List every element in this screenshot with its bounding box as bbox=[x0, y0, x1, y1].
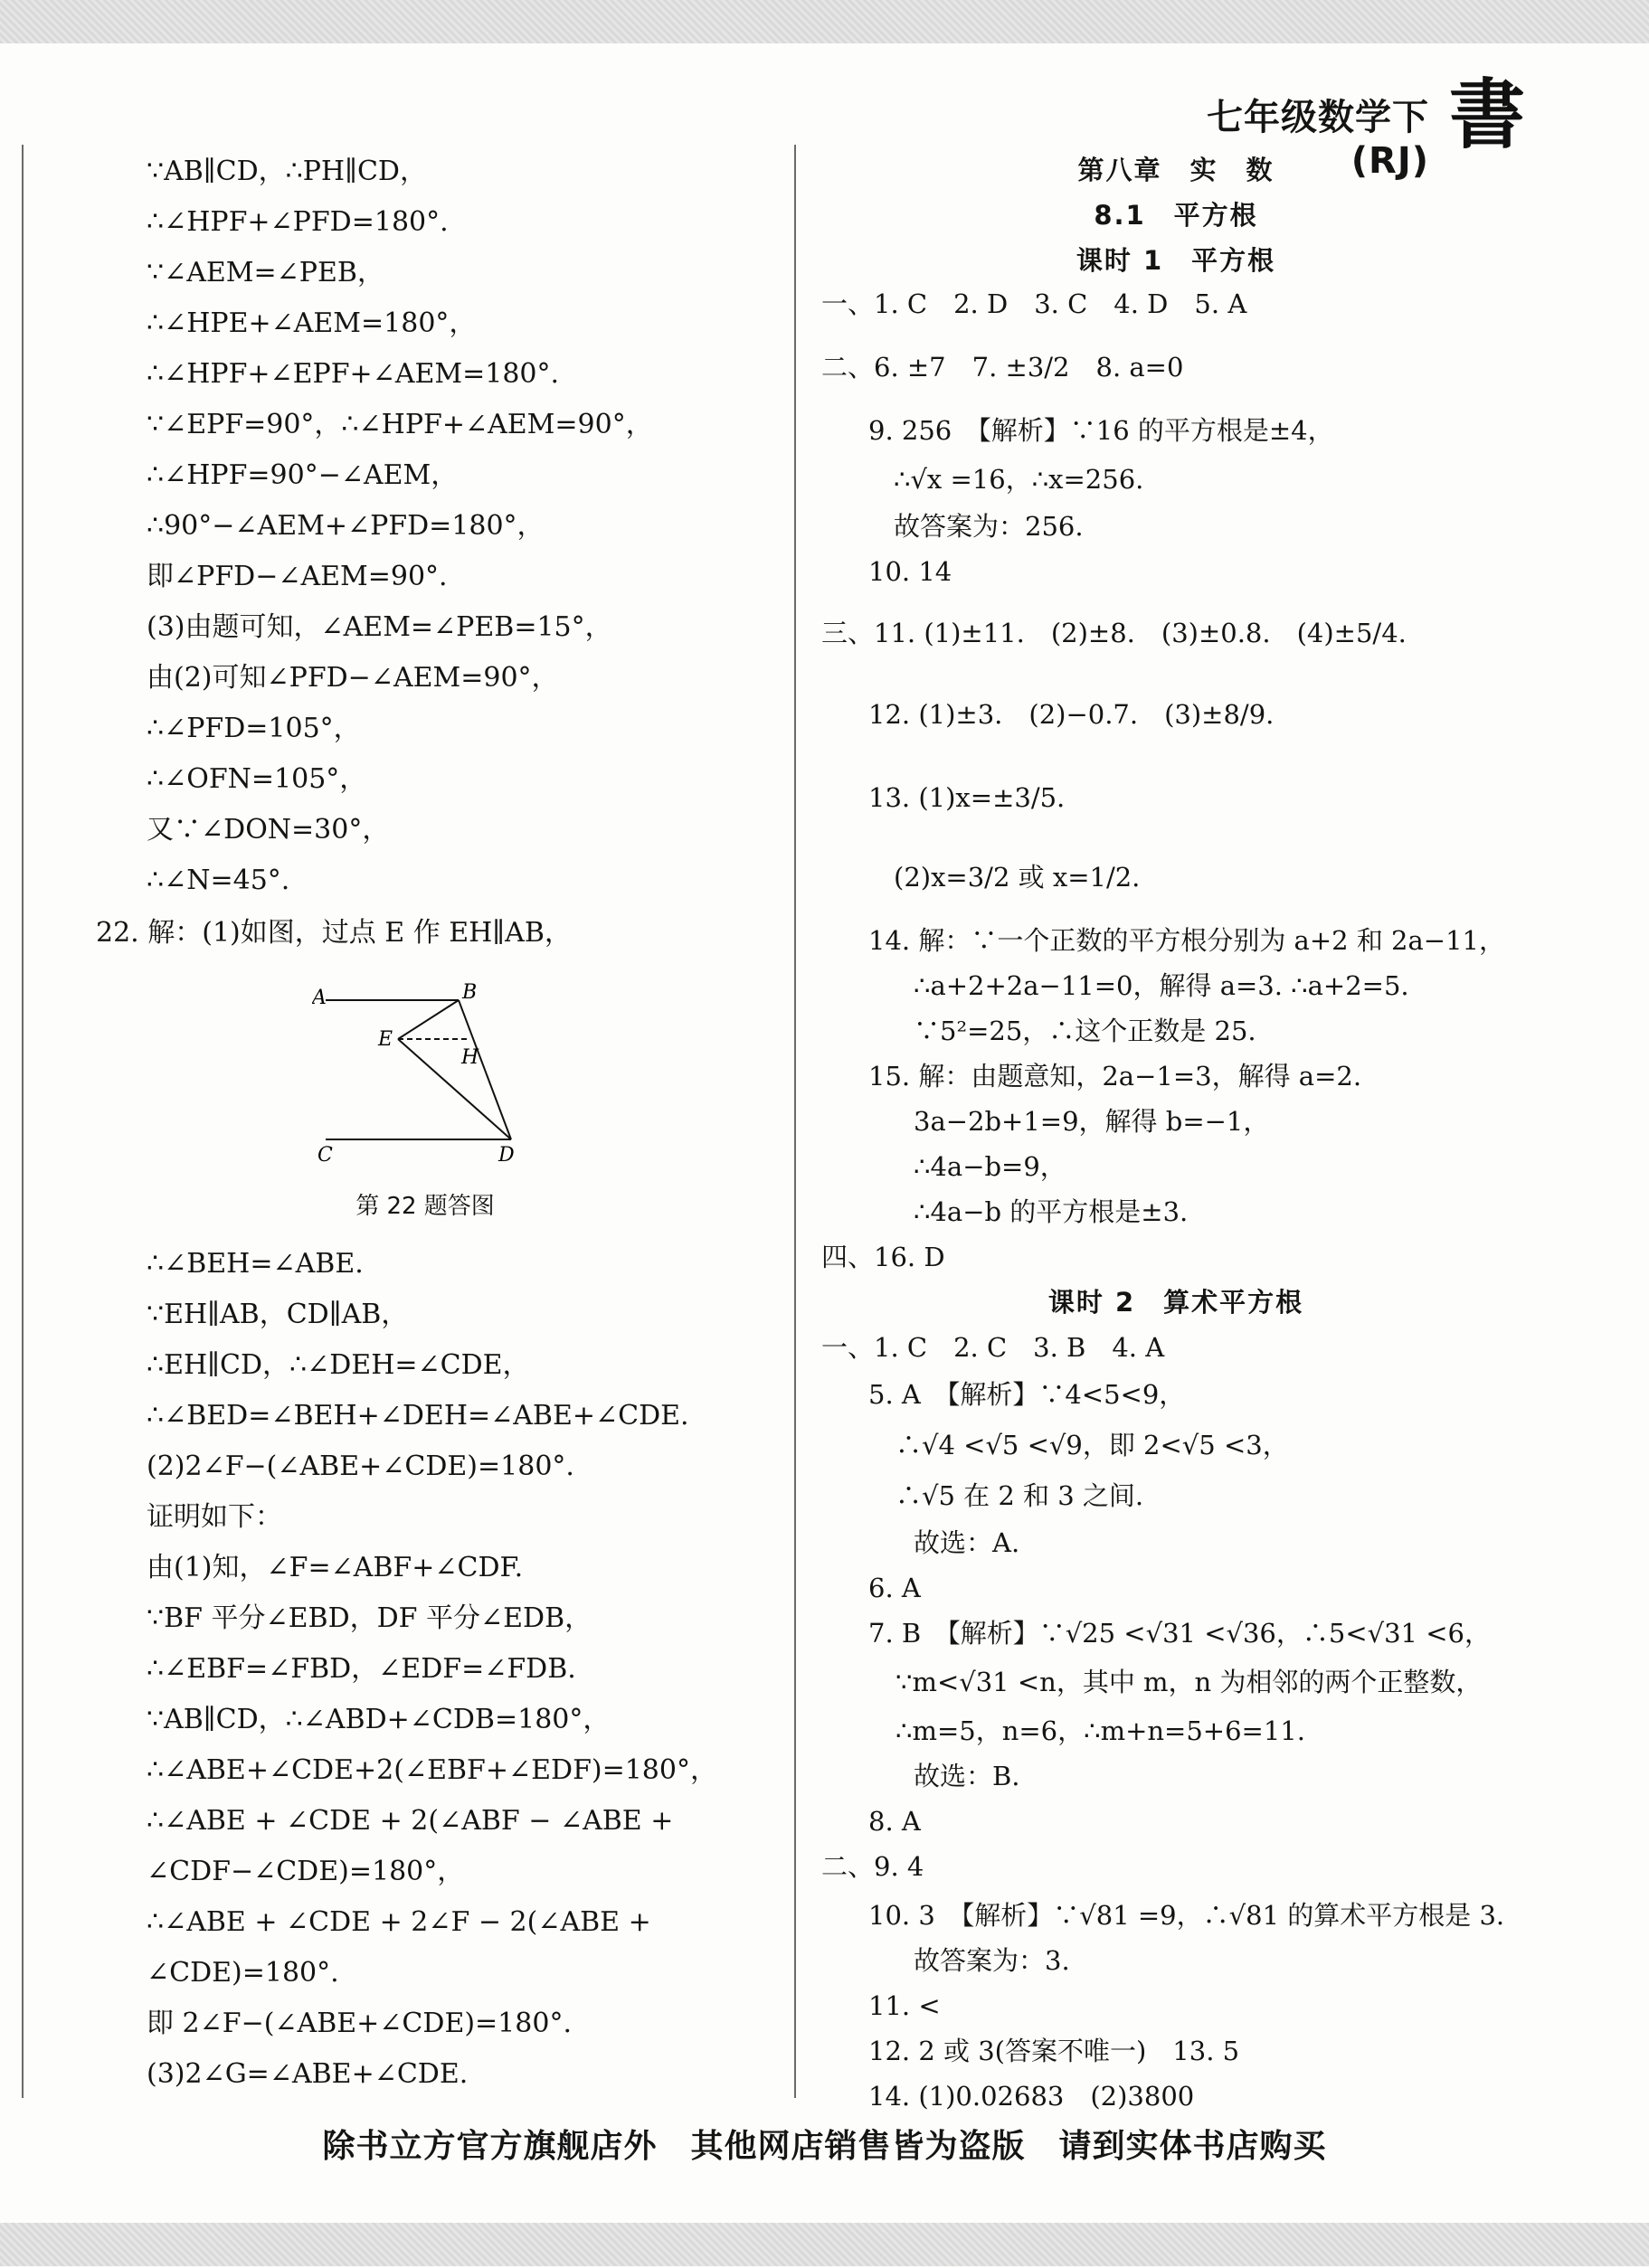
left-line: ∴∠BED=∠BEH+∠DEH=∠ABE+∠CDE. bbox=[147, 1400, 689, 1432]
answer-line: ∴m=5，n=6，∴m+n=5+6=11. bbox=[896, 1715, 1305, 1746]
footer-notice: 除书立方官方旗舰店外 其他网店销售皆为盗版 请到实体书店购买 bbox=[322, 2128, 1327, 2165]
column-divider bbox=[794, 145, 796, 2098]
left-line: ∵AB∥CD，∴PH∥CD， bbox=[147, 156, 427, 187]
left-line: ∴∠N=45°. bbox=[147, 865, 290, 896]
answer-line: 故选：B. bbox=[914, 1761, 1020, 1791]
left-line: ∴∠HPE+∠AEM=180°， bbox=[147, 307, 477, 339]
answer-line: ∴4a−b=9， bbox=[914, 1151, 1066, 1182]
answer-line: 故答案为：256. bbox=[894, 511, 1084, 542]
answer-line: ∴√4 <√5 <√9，即 2<√5 <3， bbox=[896, 1430, 1289, 1460]
answer-line: 8. A bbox=[868, 1806, 921, 1837]
answer-line: 11. < bbox=[868, 1990, 941, 2021]
answer-line: 14. (1)0.02683 (2)3800 bbox=[868, 2081, 1195, 2112]
answer-line: ∴√x =16，∴x=256. bbox=[894, 464, 1144, 495]
answer-line: ∴4a−b 的平方根是±3. bbox=[914, 1196, 1189, 1227]
chapter-heading: 第八章 实 数 bbox=[1077, 155, 1275, 185]
top-border-band bbox=[0, 0, 1649, 43]
left-line: ∴∠HPF=90°−∠AEM， bbox=[147, 459, 459, 491]
answer-line: 13. (1)x=±3/5. bbox=[868, 782, 1066, 813]
answer-line: 一、1. C 2. D 3. C 4. D 5. A bbox=[821, 288, 1247, 319]
left-line: 又∵∠DON=30°， bbox=[147, 814, 390, 846]
left-line: ∴∠ABE+∠CDE+2(∠EBF+∠EDF)=180°， bbox=[147, 1754, 717, 1786]
left-line: ∴∠EBF=∠FBD，∠EDF=∠FDB. bbox=[147, 1653, 576, 1685]
line-ed bbox=[398, 1039, 511, 1139]
answer-line: 二、6. ±7 7. ±3/2 8. a=0 bbox=[821, 352, 1184, 383]
answer-line: ∴a+2+2a−11=0，解得 a=3. ∴a+2=5. bbox=[914, 970, 1409, 1001]
left-line: ∴∠BEH=∠ABE. bbox=[147, 1248, 364, 1280]
answer-line: 15. 解：由题意知，2a−1=3，解得 a=2. bbox=[868, 1061, 1362, 1091]
answer-line: 9. 256 【解析】∵16 的平方根是±4， bbox=[868, 415, 1334, 446]
answer-line: 5. A 【解析】∵4<5<9， bbox=[868, 1379, 1186, 1410]
left-line: ∴90°−∠AEM+∠PFD=180°， bbox=[147, 510, 545, 542]
left-line: (2)2∠F−(∠ABE+∠CDE)=180°. bbox=[147, 1451, 574, 1482]
lesson-1-heading: 课时 1 平方根 bbox=[1076, 245, 1276, 276]
left-line: ∴∠ABE + ∠CDE + 2∠F − 2(∠ABE + bbox=[147, 1906, 651, 1938]
left-line: 由(1)知，∠F=∠ABF+∠CDF. bbox=[147, 1552, 524, 1583]
answer-line: 10. 14 bbox=[868, 556, 952, 587]
left-line: 即 2∠F−(∠ABE+∠CDE)=180°. bbox=[147, 2008, 572, 2039]
line-be bbox=[398, 1000, 459, 1039]
line-bd bbox=[459, 1000, 511, 1139]
left-line: (3)2∠G=∠ABE+∠CDE. bbox=[147, 2058, 469, 2090]
answer-line: ∴√5 在 2 和 3 之间. bbox=[896, 1480, 1144, 1511]
left-margin-rule bbox=[22, 145, 24, 2098]
figure-caption: 第 22 题答图 bbox=[355, 1193, 495, 1220]
left-line: 由(2)可知∠PFD−∠AEM=90°， bbox=[147, 662, 559, 694]
answer-line: 故答案为：3. bbox=[914, 1945, 1070, 1976]
question-22-start: 22. 解：(1)如图，过点 E 作 EH∥AB， bbox=[96, 917, 572, 949]
left-line: ∴∠OFN=105°， bbox=[147, 763, 367, 795]
answer-line: 6. A bbox=[868, 1573, 921, 1603]
left-line: ∴∠HPF+∠PFD=180°. bbox=[147, 206, 449, 238]
left-line: (3)由题可知，∠AEM=∠PEB=15°， bbox=[147, 611, 612, 643]
answer-line: 一、1. C 2. C 3. B 4. A bbox=[821, 1332, 1165, 1363]
left-line: ∵EH∥AB，CD∥AB， bbox=[147, 1299, 409, 1330]
label-d: D bbox=[498, 1144, 515, 1166]
left-line: ∴∠ABE + ∠CDE + 2(∠ABF − ∠ABE + bbox=[147, 1805, 674, 1837]
section-heading: 8.1 平方根 bbox=[1094, 200, 1258, 231]
answer-line: 12. (1)±3. (2)−0.7. (3)±8/9. bbox=[868, 699, 1275, 730]
left-line: ∠CDE)=180°. bbox=[147, 1957, 339, 1989]
page-header-title: 七年级数学下(RJ) bbox=[1207, 97, 1429, 182]
label-e: E bbox=[378, 1028, 393, 1051]
left-line: ∵BF 平分∠EBD，DF 平分∠EDB， bbox=[147, 1602, 592, 1634]
left-line: 证明如下： bbox=[147, 1501, 282, 1533]
book-logo-icon bbox=[1445, 71, 1529, 152]
left-line: ∴∠HPF+∠EPF+∠AEM=180°. bbox=[147, 358, 560, 390]
bottom-border-band bbox=[0, 2223, 1649, 2266]
answer-line: 二、9. 4 bbox=[821, 1851, 924, 1882]
answer-line: ∵5²=25，∴这个正数是 25. bbox=[914, 1016, 1256, 1046]
left-line: 即∠PFD−∠AEM=90°. bbox=[147, 561, 448, 592]
answer-line: 3a−2b+1=9，解得 b=−1， bbox=[914, 1106, 1270, 1137]
answer-line: 四、16. D bbox=[821, 1242, 945, 1272]
left-line: ∵∠AEM=∠PEB， bbox=[147, 257, 384, 288]
label-c: C bbox=[317, 1144, 333, 1166]
answer-line: (2)x=3/2 或 x=1/2. bbox=[894, 862, 1141, 893]
question-22-figure bbox=[312, 980, 538, 1166]
answer-line: 三、11. (1)±11. (2)±8. (3)±0.8. (4)±5/4. bbox=[821, 618, 1407, 648]
left-line: ∴EH∥CD，∴∠DEH=∠CDE， bbox=[147, 1349, 530, 1381]
answer-line: 10. 3 【解析】∵√81 =9，∴√81 的算术平方根是 3. bbox=[868, 1900, 1505, 1931]
logo-glyph: 書 bbox=[1448, 71, 1526, 152]
left-line: ∴∠PFD=105°， bbox=[147, 713, 361, 744]
answer-line: 14. 解：∵一个正数的平方根分别为 a+2 和 2a−11， bbox=[868, 925, 1505, 956]
label-a: A bbox=[312, 987, 327, 1009]
label-b: B bbox=[462, 981, 478, 1004]
answer-line: ∵m<√31 <n，其中 m，n 为相邻的两个正整数， bbox=[896, 1667, 1483, 1697]
lesson-2-heading: 课时 2 算术平方根 bbox=[1047, 1287, 1304, 1318]
left-line: ∵∠EPF=90°，∴∠HPF+∠AEM=90°， bbox=[147, 409, 653, 440]
answer-line: 故选：A. bbox=[914, 1527, 1020, 1558]
left-line: ∵AB∥CD，∴∠ABD+∠CDB=180°， bbox=[147, 1704, 611, 1735]
left-line: ∠CDF−∠CDE)=180°， bbox=[147, 1856, 465, 1887]
answer-line: 7. B 【解析】∵√25 <√31 <√36，∴5<√31 <6， bbox=[868, 1618, 1491, 1649]
label-h: H bbox=[461, 1046, 479, 1069]
answer-line: 12. 2 或 3(答案不唯一) 13. 5 bbox=[868, 2036, 1240, 2066]
